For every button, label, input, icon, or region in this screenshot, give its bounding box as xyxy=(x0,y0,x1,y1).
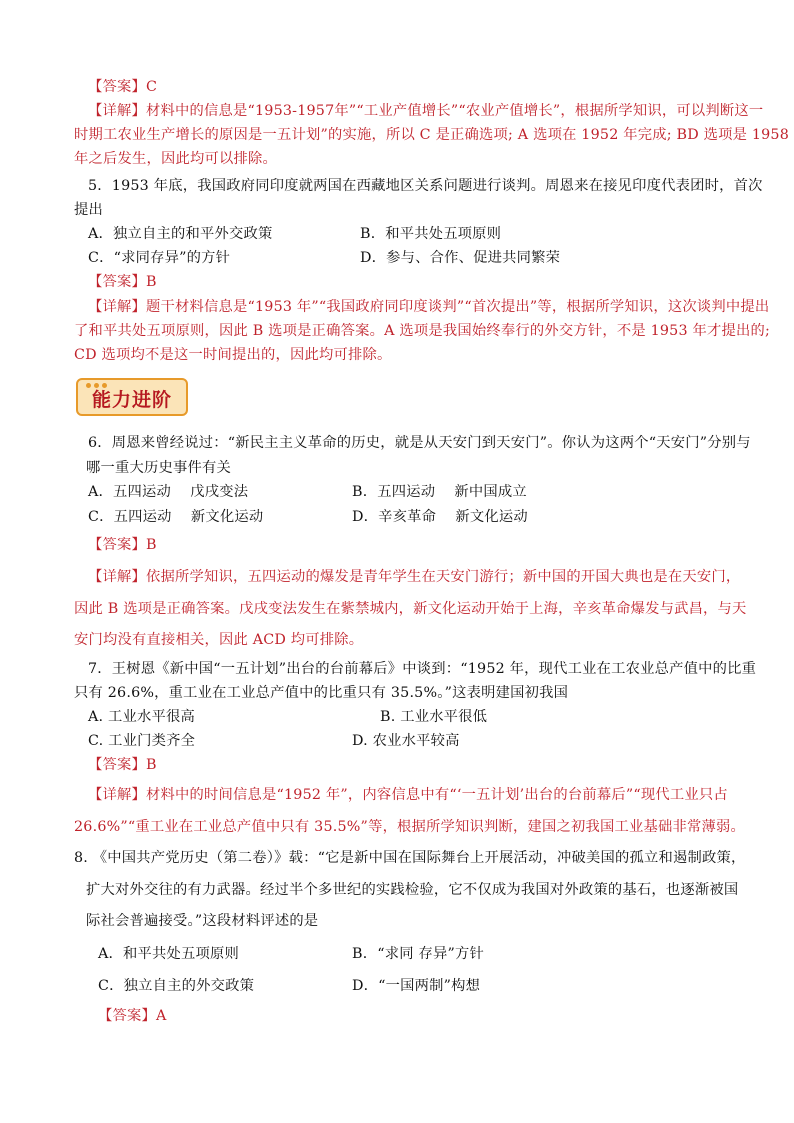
detail-line: 时期工农业生产增长的原因是一五计划”的实施，所以 C 是正确选项; A 选项在 1952 年完成; BD 选项是 1958 xyxy=(74,127,790,143)
option-b: B．五四运动 新中国成立 xyxy=(352,484,527,500)
answer-tag: 【答案】 xyxy=(88,274,146,290)
option-d: D．辛亥革命 新文化运动 xyxy=(352,509,528,525)
answer-value: A xyxy=(156,1008,167,1024)
detail-text: 材料中的信息是“1953-1957年”“工业产值增长”“农业产值增长”，根据所学知识，可以判断这一 xyxy=(146,103,764,119)
question-stem: 际社会普遍接受。”这段材料评述的是 xyxy=(86,913,319,929)
detail-line xyxy=(88,101,763,121)
option-b: B. 工业水平很低 xyxy=(380,709,488,725)
answer-value: B xyxy=(146,274,157,290)
option-b: B．“求同 存异”方针 xyxy=(352,946,484,962)
detail-tag: 【详解】 xyxy=(88,569,146,585)
answer-line xyxy=(88,755,157,775)
option-d: D．“一国两制”构想 xyxy=(352,978,481,994)
detail-line: 因此 B 选项是正确答案。戊戌变法发生在紫禁城内，新文化运动开始于上海，辛亥革命爆发与武昌，与天 xyxy=(74,601,747,617)
detail-line: 年之后发生，因此均可以排除。 xyxy=(74,151,277,167)
option-c: C．五四运动 新文化运动 xyxy=(88,509,264,525)
detail-text: 题干材料信息是“1953 年”“我国政府同印度谈判”“首次提出”等，根据所学知识，这次谈判中提出 xyxy=(146,299,770,315)
detail-line: CD 选项均不是这一时间提出的，因此均可排除。 xyxy=(74,347,392,363)
question-stem: 7．王树恩《新中国“一五计划”出台的台前幕后》中谈到：“1952 年，现代工业在工农业总产值中的比重 xyxy=(88,661,757,677)
detail-line xyxy=(88,785,728,805)
option-a: A．和平共处五项原则 xyxy=(98,946,239,962)
detail-tag: 【详解】 xyxy=(88,299,146,315)
detail-line xyxy=(88,567,740,587)
question-stem: 提出 xyxy=(74,202,103,218)
option-a: A．独立自主的和平外交政策 xyxy=(88,226,273,242)
question-stem: 8. 《中国共产党历史（第二卷）》载：“它是新中国在国际舞台上开展活动，冲破美国的孤立和遏制政策， xyxy=(74,850,746,866)
detail-text: 材料中的时间信息是“1952 年”，内容信息中有“‘一五计划’出台的台前幕后”“现代工业只占 xyxy=(146,787,728,803)
detail-text: 依据所学知识，五四运动的爆发是青年学生在天安门游行；新中国的开国大典也是在天安门， xyxy=(146,569,741,585)
answer-line xyxy=(88,535,157,555)
option-c: C．独立自主的外交政策 xyxy=(98,978,255,994)
section-title: 能力进阶 xyxy=(91,389,172,411)
answer-value: C xyxy=(146,79,158,95)
answer-tag: 【答案】 xyxy=(88,757,146,773)
option-c: C. 工业门类齐全 xyxy=(88,733,196,749)
answer-tag: 【答案】 xyxy=(88,79,146,95)
detail-line: 26.6%”“重工业在工业总产值中只有 35.5%”等，根据所学知识判断，建国之初我国工业基础非常薄弱。 xyxy=(74,819,745,835)
detail-line xyxy=(88,297,769,317)
answer-value: B xyxy=(146,537,157,553)
answer-value: B xyxy=(146,757,157,773)
option-a: A．五四运动 戊戌变法 xyxy=(88,484,249,500)
detail-tag: 【详解】 xyxy=(88,787,146,803)
answer-line xyxy=(98,1006,167,1026)
detail-tag: 【详解】 xyxy=(88,103,146,119)
option-d: D．参与、合作、促进共同繁荣 xyxy=(360,250,561,266)
section-heading-badge xyxy=(76,378,188,416)
answer-tag: 【答案】 xyxy=(98,1008,156,1024)
option-c: C．“求同存异”的方针 xyxy=(88,250,231,266)
option-d: D. 农业水平较高 xyxy=(352,733,460,749)
question-stem: 哪一重大历史事件有关 xyxy=(86,460,231,476)
option-a: A. 工业水平很高 xyxy=(88,709,195,725)
detail-line: 了和平共处五项原则，因此 B 选项是正确答案。A 选项是我国始终奉行的外交方针，不是 1953 年才提出的; xyxy=(74,323,771,339)
detail-line: 安门均没有直接相关，因此 ACD 均可排除。 xyxy=(74,632,364,648)
question-stem: 扩大对外交往的有力武器。经过半个多世纪的实践检验，它不仅成为我国对外政策的基石，也逐渐被国 xyxy=(86,882,739,898)
answer-tag: 【答案】 xyxy=(88,537,146,553)
question-stem: 6．周恩来曾经说过：“新民主主义革命的历史，就是从天安门到天安门”。你认为这两个“天安门”分别与 xyxy=(88,435,751,451)
option-b: B．和平共处五项原则 xyxy=(360,226,502,242)
question-stem: 只有 26.6%，重工业在工业总产值中的比重只有 35.5%。”这表明建国初我国 xyxy=(74,685,569,701)
answer-line xyxy=(88,77,157,97)
answer-line xyxy=(88,272,157,292)
question-stem: 5．1953 年底，我国政府同印度就两国在西藏地区关系问题进行谈判。周恩来在接见印度代表团时，首次 xyxy=(88,178,763,194)
